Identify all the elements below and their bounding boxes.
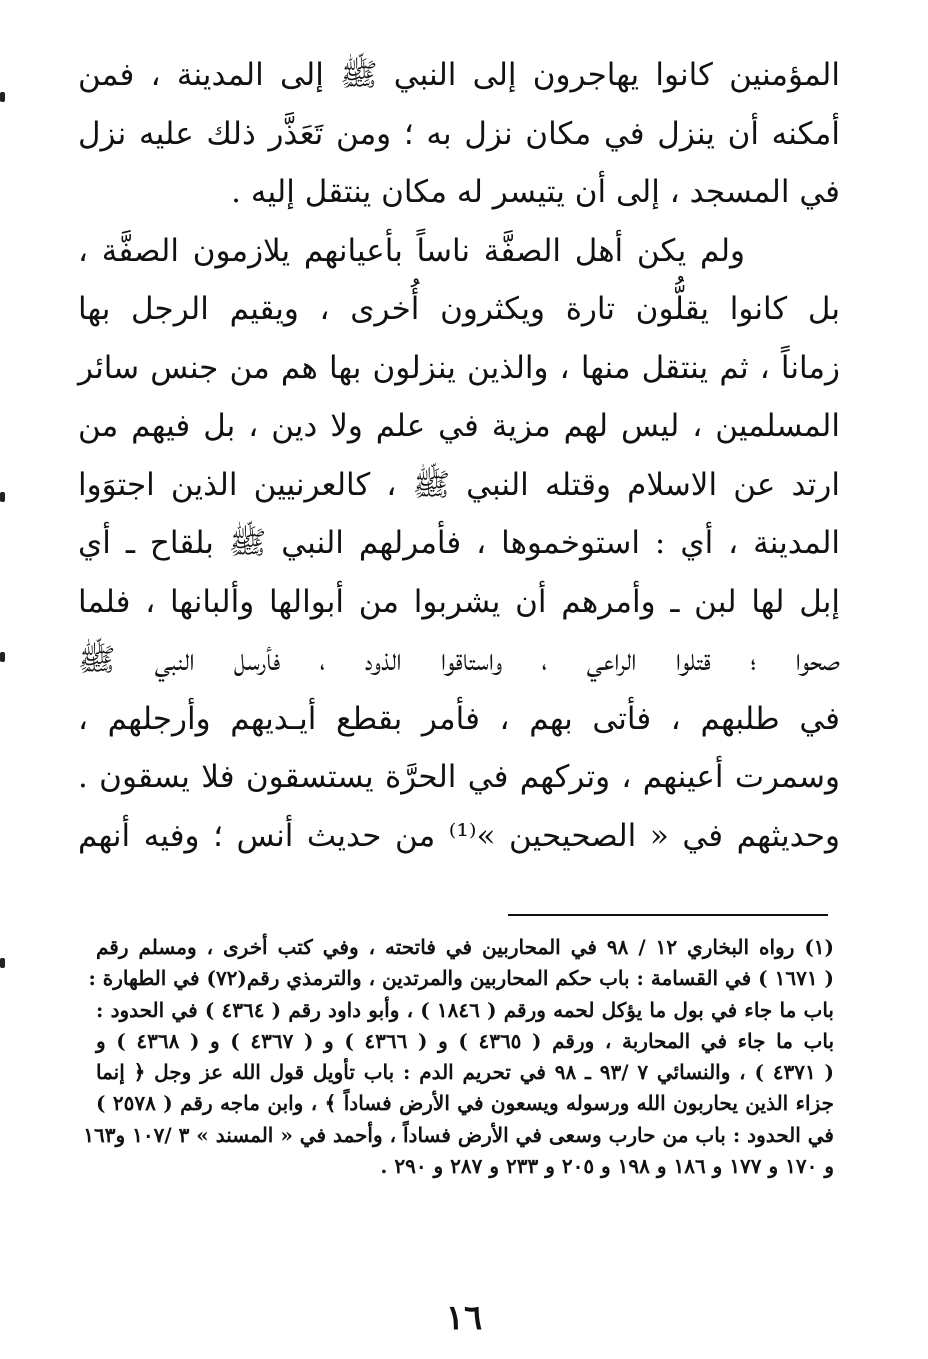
footnote-line: و ١٧٠ و ١٧٧ و ١٨٦ و ١٩٨ و ٢٠٥ و ٢٣٣ و ٢٨٧ و ٢٩٠ . xyxy=(380,1154,834,1179)
footnote-line: باب ما جاء في المحاربة ، ورقم ( ٤٣٦٥ ) و ( ٤٣٦٦ ) و ( ٤٣٦٧ ) و ( ٤٣٦٨ ) و xyxy=(96,1028,835,1053)
main-text-line: صحوا ؛ قتلوا الراعي ، واستاقوا الذود ، فأرسل النبي ﷺ xyxy=(78,642,840,678)
scan-edge-mark xyxy=(0,652,5,662)
footnote-line: ( ٤٣٧١ ) ، والنسائي ٧ /٩٣ ـ ٩٨ في تحريم الدم : باب تأويل قول الله عز وجل ﴿ إنما xyxy=(96,1060,834,1085)
scan-edge-mark xyxy=(0,92,5,102)
main-text-line: المؤمنين كانوا يهاجرون إلى النبي ﷺ إلى المدينة ، فمن xyxy=(78,57,840,93)
main-text-line: في المسجد ، إلى أن يتيسر له مكان ينتقل إليه . xyxy=(231,174,840,210)
main-text-block xyxy=(78,46,840,865)
footnote-separator xyxy=(508,914,828,916)
main-text-line: وسمرت أعينهم ، وتركهم في الحرَّة يستسقون فلا يسقون . xyxy=(78,759,840,795)
main-text-line: بل كانوا يقلُّون تارة ويكثرون أُخرى ، ويقيم الرجل بها xyxy=(78,291,840,327)
main-text-line: في طلبهم ، فأتى بهم ، فأمر بقطع أيـديهم وأرجلهم ، xyxy=(78,700,840,737)
footnote-line: باب ما جاء في بول ما يؤكل لحمه ورقم ( ١٨٤٦ ) ، وأبو داود رقم ( ٤٣٦٤ ) في الحدود : xyxy=(96,997,834,1022)
main-text-line: المدينة ، أي : استوخموها ، فأمرلهم النبي ﷺ بلقاح ـ أي xyxy=(78,525,840,561)
footnote-line: في الحدود : باب من حارب وسعى في الأرض فساداً ، وأحمد في « المسند » ٣ /١٠٧ و١٦٣ xyxy=(83,1122,834,1147)
footnote-block xyxy=(83,932,835,1182)
scan-edge-mark xyxy=(0,958,5,968)
main-text-line: ارتد عن الاسلام وقتله النبي ﷺ ، كالعرنيين الذين اجتوَوا xyxy=(78,466,840,503)
main-text-line: زماناً ، ثم ينتقل منها ، والذين ينزلون بها هم من جنس سائر xyxy=(78,349,840,386)
footnote-line: ( ١٦٧١ ) في القسامة : باب حكم المحاربين والمرتدين ، والترمذي رقم(٧٢) في الطهارة : xyxy=(88,966,834,991)
main-text-line: المسلمين ، ليس لهم مزية في علم ولا دين ، بل فيهم من xyxy=(78,408,840,444)
main-text-line: وحديثهم في « الصحيحين »⁽¹⁾ من حديث أنس ؛ وفيه أنهم xyxy=(78,817,840,854)
footnote-line: جزاء الذين يحاربون الله ورسوله ويسعون في الأرض فساداً ﴾ ، وابن ماجه رقم ( ٢٥٧٨ ) xyxy=(96,1091,834,1116)
scan-edge-mark xyxy=(0,492,5,502)
page-number: ١٦ xyxy=(445,1298,483,1338)
footnote-line: (١) رواه البخاري ١٢ / ٩٨ في المحاربين في فاتحته ، وفي كتب أخرى ، ومسلم رقم xyxy=(96,935,835,959)
main-text-line: إبل لها لبن ـ وأمرهم أن يشربوا من أبوالها وألبانها ، فلما xyxy=(78,583,840,620)
main-text-line: ولم يكن أهل الصفَّة ناساً بأعيانهم يلازمون الصفَّة ، xyxy=(78,232,745,269)
main-text-line: أمكنه أن ينزل في مكان نزل به ؛ ومن تَعَذَّر ذلك عليه نزل xyxy=(78,115,840,152)
